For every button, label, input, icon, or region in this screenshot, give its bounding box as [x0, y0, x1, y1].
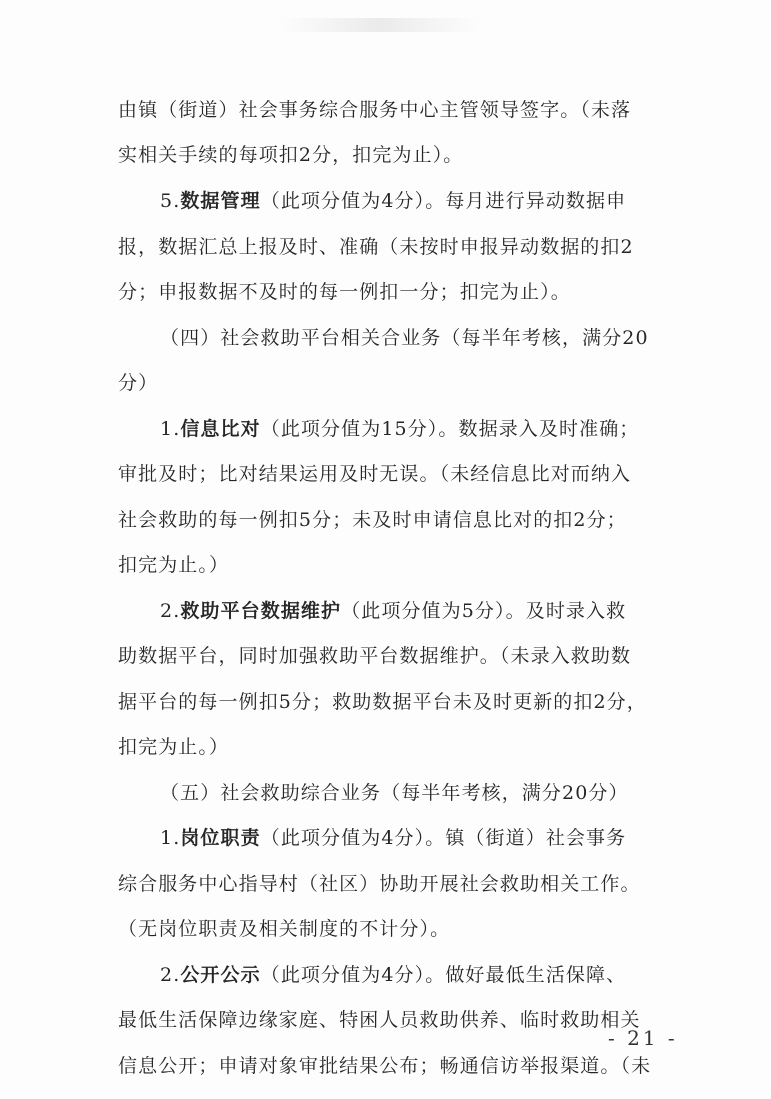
text-line: 扣完为止。）	[118, 554, 230, 576]
section-item-2: 2.救助平台数据维护（此项分值为5分）。及时录入救	[160, 600, 627, 622]
text-line: 扣完为止。）	[118, 736, 230, 758]
item-heading: 岗位职责	[180, 827, 261, 849]
item-heading: 数据管理	[180, 190, 261, 212]
text-line: 信息公开；申请对象审批结果公布；畅通信访举报渠道。（未	[118, 1055, 652, 1077]
item-heading: 救助平台数据维护	[180, 600, 342, 622]
scan-bleed-through	[280, 18, 480, 32]
text-line: （无岗位职责及相关制度的不计分）。	[118, 918, 451, 940]
section-heading-5: （五）社会救助综合业务（每半年考核，满分20分）	[160, 782, 629, 804]
text-line: 综合服务中心指导村（社区）协助开展社会救助相关工作。	[118, 873, 641, 895]
page-number: - 21 -	[608, 1026, 678, 1050]
section-item-2: 2.公开公示（此项分值为4分）。做好最低生活保障、	[160, 964, 627, 986]
item-heading: 信息比对	[180, 418, 261, 440]
text-line: 审批及时；比对结果运用及时无误。（未经信息比对而纳入	[118, 463, 632, 485]
item-heading: 公开公示	[180, 964, 261, 986]
section-item-1: 1.岗位职责（此项分值为4分）。镇（街道）社会事务	[160, 827, 627, 849]
text-line: 分）	[118, 372, 159, 394]
text-line: 分；申报数据不及时的每一例扣一分；扣完为止）。	[118, 281, 571, 303]
section-item-5: 5.数据管理（此项分值为4分）。每月进行异动数据申	[160, 190, 627, 212]
text-line: 助数据平台，同时加强救助平台数据维护。（未录入救助数	[118, 645, 632, 667]
text-line: 社会救助的每一例扣5分；未及时申请信息比对的扣2分；	[118, 509, 627, 531]
text-line: 最低生活保障边缘家庭、特困人员救助供养、临时救助相关	[118, 1009, 641, 1031]
text-line: 据平台的每一例扣5分；救助数据平台未及时更新的扣2分，	[118, 691, 647, 713]
section-heading-4: （四）社会救助平台相关合业务（每半年考核，满分20	[160, 327, 649, 349]
text-line: 实相关手续的每项扣2分，扣完为止）。	[118, 144, 464, 166]
section-item-1: 1.信息比对（此项分值为15分）。数据录入及时准确；	[160, 418, 640, 440]
text-line: 报，数据汇总上报及时、准确（未按时申报异动数据的扣2	[118, 236, 634, 258]
text-line: 由镇（街道）社会事务综合服务中心主管领导签字。（未落	[118, 99, 632, 121]
